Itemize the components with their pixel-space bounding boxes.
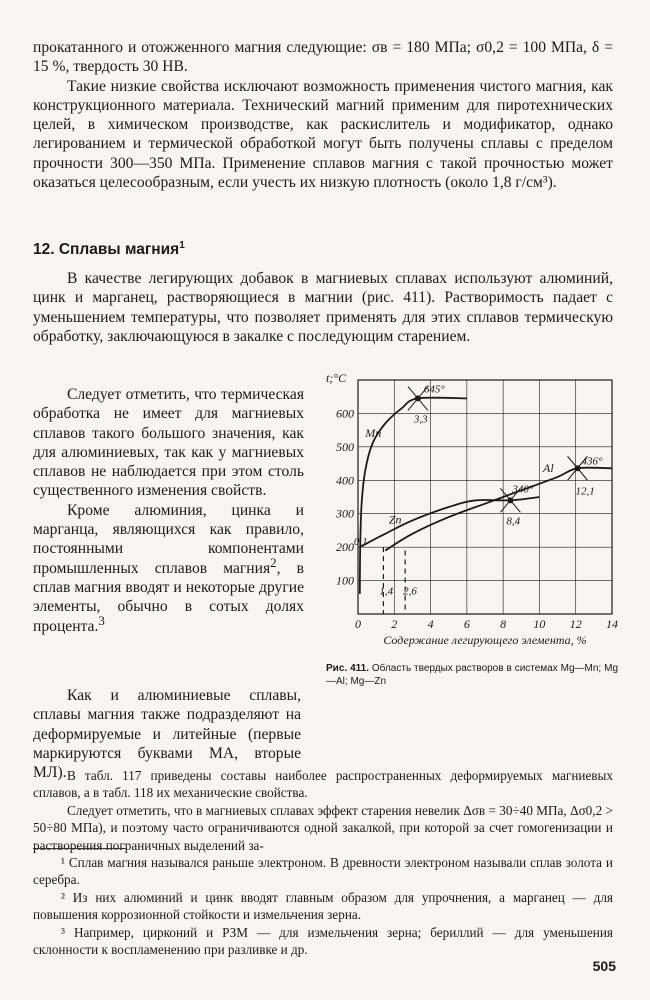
paragraph-other-elements-b: , в сплав магния вводят и некоторые другие элементы, обычно в сотых долях процента. — [33, 559, 304, 635]
y-tick-label: 400 — [336, 473, 354, 488]
x-tick-label: 10 — [533, 617, 546, 631]
y-tick-label: 100 — [336, 573, 354, 588]
small-text-block — [33, 767, 613, 854]
data-annotation: 0,1 — [353, 536, 368, 549]
x-tick-label: 4 — [427, 617, 434, 631]
data-annotation: 8,4 — [506, 515, 521, 528]
section-heading-text: 12. Сплавы магния — [33, 241, 180, 258]
data-annotation: 645° — [423, 383, 445, 396]
series-label-mn: Mn — [365, 425, 382, 440]
y-tick-label: 600 — [336, 406, 354, 421]
paragraph-other-elements — [33, 501, 304, 636]
small-paragraph-1: В табл. 117 приведены составы наиболее распространенных деформируемых магниевых сплавов, а в табл. 118 их механические свойства. — [33, 768, 613, 801]
data-annotation: 436° — [581, 455, 603, 468]
figure-411 — [322, 366, 622, 696]
intro-paragraph — [33, 269, 613, 346]
data-annotation: 3,3 — [413, 413, 428, 426]
y-tick-label: 200 — [336, 540, 354, 555]
footnote-ref-1: 1 — [179, 239, 185, 251]
series-label-al: Al — [543, 460, 554, 475]
x-tick-label: 0 — [355, 617, 361, 631]
y-tick-label: 300 — [336, 506, 354, 521]
data-annotation: 2,6 — [403, 585, 417, 598]
x-tick-label: 6 — [463, 617, 470, 631]
paragraph-2: Такие низкие свойства исключают возможность применения чистого магния, как конструкционного материала. Технический магний применим для пиротехнических целей, в химическом производстве, как раскислитель и модификатор, однако легированием и термической обработкой могут быть получены сплавы с пределом прочности 300—350 МПа. Применение сплавов магния с такой прочностью может оказаться целесообразным, если учесть их низкую плотность (около 1,8 г/см³). — [33, 77, 613, 192]
plot-frame — [358, 380, 612, 614]
paragraph-heat-treatment: Следует отметить, что термическая обработка не имеет для магниевых сплавов такого большого значения, как для алюминиевых, так как у магниевых сплавов не наблюдается при этом столь существенного изменения свойств. — [33, 386, 304, 500]
footnote-ref-2: 2 — [270, 554, 277, 570]
footnotes — [33, 854, 613, 958]
x-tick-label: 12 — [569, 617, 582, 631]
data-annotation: 340° — [512, 483, 534, 496]
footnote-2: ² Из них алюминий и цинк вводят главным образом для упрочнения, а марганец — для повышения коррозионной стойкости и измельчения зерна. — [33, 889, 613, 923]
paragraph-other-elements-a: Кроме алюминия, цинка и марганца, являющихся как правило, постоянными компонентами промышленных сплавов магния — [33, 501, 304, 577]
wrapped-text-block — [33, 385, 304, 636]
paragraph-intro: В качестве легирующих добавок в магниевых сплавах используют алюминий, цинк и марганец, растворяющиеся в магнии (рис. 411). Растворимость падает с уменьшением температуры, что позволяет применять для этих сплавов термическую обработку, заключающуюся в закалке с последующим старением. — [33, 270, 613, 345]
x-tick-label: 14 — [606, 617, 618, 631]
paragraph-1: прокатанного и отожженного магния следующие: σв = 180 МПа; σ0,2 = 100 МПа, δ = 15 %, твердость 30 HB. — [33, 39, 613, 76]
footnote-3: ³ Например, цирконий и РЗМ — для измельчения зерна; бериллий — для уменьшения склонности к воспламенению при разливке и др. — [33, 924, 613, 958]
y-tick-label: 500 — [336, 439, 354, 454]
solubility-chart — [322, 366, 622, 656]
footnote-divider — [33, 848, 127, 849]
x-axis-label: Содержание легирующего элемента, % — [383, 633, 587, 647]
top-text-block — [33, 38, 613, 192]
x-tick-label: 8 — [500, 617, 507, 631]
footnote-ref-3: 3 — [98, 612, 105, 628]
figure-caption — [326, 662, 618, 688]
series-label-zn: Zn — [388, 512, 402, 527]
footnote-1: ¹ Сплав магния назывался раньше электроном. В древности электроном называли сплав золота и серебра. — [33, 855, 613, 888]
data-annotation: 1,4 — [379, 585, 394, 598]
section-heading — [33, 241, 185, 259]
y-axis-label: t;°C — [326, 371, 347, 385]
x-tick-label: 2 — [391, 617, 398, 631]
data-annotation: 12,1 — [575, 485, 595, 498]
small-paragraph-2: Следует отметить, что в магниевых сплавах эффект старения невелик Δσв = 30÷40 МПа, Δσ0,2 > 50÷80 МПа), и поэтому часто ограничиваются одной закалкой, при которой за счет гомогенизации и растворения пограничных выделений за- — [33, 802, 613, 853]
figure-caption-label: Рис. 411. — [326, 663, 369, 674]
paragraph-wrought-cast: Как и алюминиевые сплавы, сплавы магния также подразделяют на деформируемые и литейные (первые маркируются буквами МА, вторые МЛ). — [33, 687, 301, 782]
page-number: 505 — [592, 958, 616, 974]
figure-caption-text: Область твердых растворов в системах Mg—Mn; Mg—Al; Mg—Zn — [326, 663, 619, 687]
